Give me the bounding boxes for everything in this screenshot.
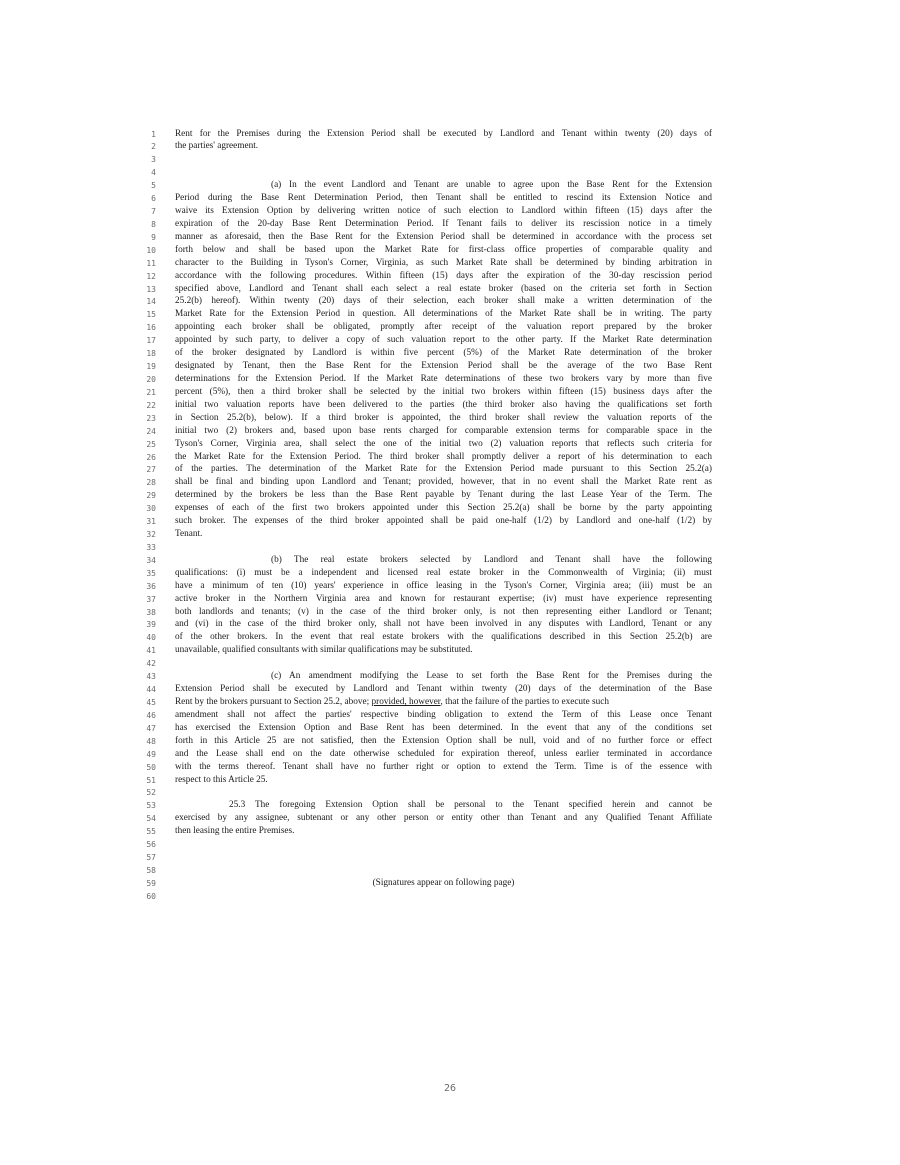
line-number: 35: [146, 568, 156, 578]
line-number: 16: [146, 323, 156, 333]
line-number: 50: [146, 762, 156, 772]
line-number: 29: [146, 491, 156, 501]
line-number: 34: [146, 555, 156, 565]
text-line: specified above, Landlord and Tenant shall each select a real estate broker (based on the criteria set forth in Section: [175, 283, 712, 294]
text-line: the Market Rate for the Extension Period. The third broker shall promptly deliver a report of his determination to each: [175, 451, 712, 462]
line-number: 40: [146, 633, 156, 643]
text-line: the parties' agreement.: [175, 141, 259, 152]
underlined-proviso: provided, however: [371, 696, 441, 707]
line-number: 36: [146, 581, 156, 591]
line-number: 56: [146, 840, 156, 850]
line-number: 46: [146, 710, 156, 720]
paragraph-a-first-line: (a) In the event Landlord and Tenant are unable to agree upon the Base Rent for the Extension: [271, 180, 712, 191]
line-number: 55: [146, 827, 156, 837]
line-number: 60: [146, 891, 156, 901]
line-number: 1: [151, 129, 156, 139]
text-line: of the parties. The determination of the Market Rate for the Extension Period made pursuant to this Section 25.2(a): [175, 464, 712, 475]
text-line: percent (5%), then a third broker shall be selected by the initial two brokers within fifteen (15) business days after the: [175, 386, 712, 397]
text-line: expenses of each of the first two brokers appointed under this Section 25.2(a) shall be borne by the party appointing: [175, 503, 712, 514]
line-number: 54: [146, 814, 156, 824]
line-number: 53: [146, 801, 156, 811]
line-number: 45: [146, 697, 156, 707]
line-number: 37: [146, 594, 156, 604]
line-number: 3: [151, 155, 156, 165]
text-line: [175, 697, 712, 708]
text-line: with the terms thereof. Tenant shall have no further right or option to extend the Term. Time is of the essence with: [175, 761, 712, 772]
line-number: 22: [146, 400, 156, 410]
line-number: 8: [151, 219, 156, 229]
line-number: 39: [146, 620, 156, 630]
line-number: 31: [146, 517, 156, 527]
paragraph-c-first-line: (c) An amendment modifying the Lease to set forth the Base Rent for the Premises during the: [271, 671, 712, 682]
paragraph-b-first-line: (b) The real estate brokers selected by Landlord and Tenant shall have the following: [271, 554, 712, 565]
text-line: in Section 25.2(b), below). If a third broker is appointed, the third broker shall review the valuation reports of the: [175, 412, 712, 423]
line-number: 43: [146, 672, 156, 682]
line-number: 30: [146, 504, 156, 514]
text-line: active broker in the Northern Virginia area and known for restaurant expertise; (iv) must have experience representing: [175, 593, 712, 604]
text-line: determined by the brokers be less than the Base Rent payable by Tenant during the last Lease Year of the Term. The: [175, 490, 712, 501]
text-line: respect to this Article 25.: [175, 774, 268, 785]
line-number: 27: [146, 465, 156, 475]
line-number: 17: [146, 336, 156, 346]
text-line: appointing each broker shall be obligated, promptly after receipt of the valuation report prepared by the broker: [175, 322, 712, 333]
text-line: and the Lease shall end on the date otherwise scheduled for expiration thereof, unless earlier terminated in accordance: [175, 748, 712, 759]
line-number: 14: [146, 297, 156, 307]
section-25-3-first-line: 25.3 The foregoing Extension Option shall be personal to the Tenant specified herein and cannot be: [229, 800, 712, 811]
line-number: 6: [151, 194, 156, 204]
text-line: Market Rate for the Extension Period in question. All determinations of the Market Rate shall be in writing. The party: [175, 309, 712, 320]
line-number: 10: [146, 245, 156, 255]
line-number: 58: [146, 865, 156, 875]
text-line: expiration of the 20-day Base Rent Determination Period. If Tenant fails to deliver its rescission notice in a timely: [175, 218, 712, 229]
text-line: determinations for the Extension Period. If the Market Rate determinations of these two brokers vary by more than five: [175, 373, 712, 384]
line-number: 38: [146, 607, 156, 617]
text-line: then leasing the entire Premises.: [175, 826, 295, 837]
text-line: initial two (2) brokers and, based upon base rents charged for comparable extension terms for comparable space in the: [175, 425, 712, 436]
line-number: 49: [146, 749, 156, 759]
text-line: accordance with the following procedures. Within fifteen (15) days after the expiration of the 30-day rescission period: [175, 270, 712, 281]
line-number: 33: [146, 542, 156, 552]
text-line: Extension Period shall be executed by Landlord and Tenant within twenty (20) days of the determination of the Base: [175, 684, 712, 695]
text-line: of the other brokers. In the event that real estate brokers with the qualifications described in this Section 25.2(b) are: [175, 632, 712, 643]
line-number: 13: [146, 284, 156, 294]
text-line: has exercised the Extension Option and Base Rent has been determined. In the event that any of the conditions set: [175, 722, 712, 733]
line-number: 15: [146, 310, 156, 320]
text-line: 25.2(b) hereof). Within twenty (20) days of their selection, each broker shall make a written determination of the: [175, 296, 712, 307]
line-number: 41: [146, 646, 156, 656]
line-number: 25: [146, 439, 156, 449]
text-line: both landlords and tenants; (v) in the case of the third broker only, is not then representing either Landlord or Tenant;: [175, 606, 712, 617]
line-number: 48: [146, 736, 156, 746]
text-line: appointed by such party, to deliver a copy of such valuation report to the other party. If the Market Rate determination: [175, 335, 712, 346]
line-number: 47: [146, 723, 156, 733]
line-number: 20: [146, 374, 156, 384]
text-line: of the broker designated by Landlord is within five percent (5%) of the Market Rate determination of the broker: [175, 348, 712, 359]
text-line: Tenant.: [175, 529, 203, 540]
text-segment: , that the failure of the parties to execute such: [440, 696, 610, 707]
line-number: 26: [146, 452, 156, 462]
line-number: 18: [146, 349, 156, 359]
text-line: manner as aforesaid, then the Base Rent for the Extension Period shall be determined in accordance with the process set: [175, 231, 712, 242]
line-number: 44: [146, 685, 156, 695]
line-number: 24: [146, 426, 156, 436]
line-number: 12: [146, 271, 156, 281]
line-number: 21: [146, 387, 156, 397]
text-line: waive its Extension Option by delivering written notice of such election to Landlord within fifteen (15) days after the: [175, 206, 712, 217]
text-line: and (vi) in the case of the third broker only, shall not have been involved in any disputes with Landlord, Tenant or any: [175, 619, 712, 630]
text-line: designated by Tenant, then the Base Rent for the Extension Period shall be the average of the two Base Rent: [175, 361, 712, 372]
text-line: Rent for the Premises during the Extension Period shall be executed by Landlord and Tenant within twenty (20) days of: [175, 128, 712, 139]
text-line: have a minimum of ten (10) years' experience in office leasing in the Tyson's Corner, Virginia area; (iii) must be an: [175, 580, 712, 591]
line-number: 28: [146, 478, 156, 488]
line-number: 11: [146, 258, 156, 268]
text-line: initial two valuation reports have been delivered to the parties (the third broker also having the qualifications set forth: [175, 399, 712, 410]
line-number: 9: [151, 232, 156, 242]
text-line: forth in this Article 25 are not satisfied, then the Extension Option shall be null, void and of no further force or effect: [175, 735, 712, 746]
line-number: 23: [146, 413, 156, 423]
text-line: shall be final and binding upon Landlord and Tenant; provided, however, that in no event shall the Market Rate rent as: [175, 477, 712, 488]
line-number: 19: [146, 362, 156, 372]
line-number: 7: [151, 207, 156, 217]
text-line: forth below and shall be based upon the Market Rate for first-class office properties of comparable quality and: [175, 244, 712, 255]
page-number: 26: [443, 1083, 457, 1094]
line-number: 57: [146, 853, 156, 863]
text-line: exercised by any assignee, subtenant or any other person or entity other than Tenant and any Qualified Tenant Affiliate: [175, 813, 712, 824]
line-number: 51: [146, 775, 156, 785]
text-segment: Rent by the brokers pursuant to Section 25.2, above;: [175, 696, 372, 707]
text-line: Period during the Base Rent Determination Period, then Tenant shall be entitled to rescind its Extension Notice and: [175, 193, 712, 204]
line-number: 42: [146, 659, 156, 669]
text-line: qualifications: (i) must be a independent and licensed real estate broker in the Commonwealth of Virginia; (ii) must: [175, 567, 712, 578]
text-line: unavailable, qualified consultants with similar qualifications may be substituted.: [175, 645, 473, 656]
text-line: amendment shall not affect the parties' respective binding obligation to extend the Term of this Lease once Tenant: [175, 709, 712, 720]
text-line: such broker. The expenses of the third broker appointed shall be paid one-half (1/2) by Landlord and one-half (1/2) by: [175, 516, 712, 527]
line-number: 32: [146, 530, 156, 540]
text-line: character to the Building in Tyson's Corner, Virginia, as such Market Rate shall be determined by binding arbitration in: [175, 257, 712, 268]
text-line: Tyson's Corner, Virginia area, shall select the one of the initial two (2) valuation reports that reflects such criteria for: [175, 438, 712, 449]
line-number: 4: [151, 168, 156, 178]
line-number: 59: [146, 878, 156, 888]
signatures-note: (Signatures appear on following page): [372, 877, 515, 888]
line-number: 2: [151, 142, 156, 152]
line-number: 5: [151, 181, 156, 191]
line-number: 52: [146, 788, 156, 798]
